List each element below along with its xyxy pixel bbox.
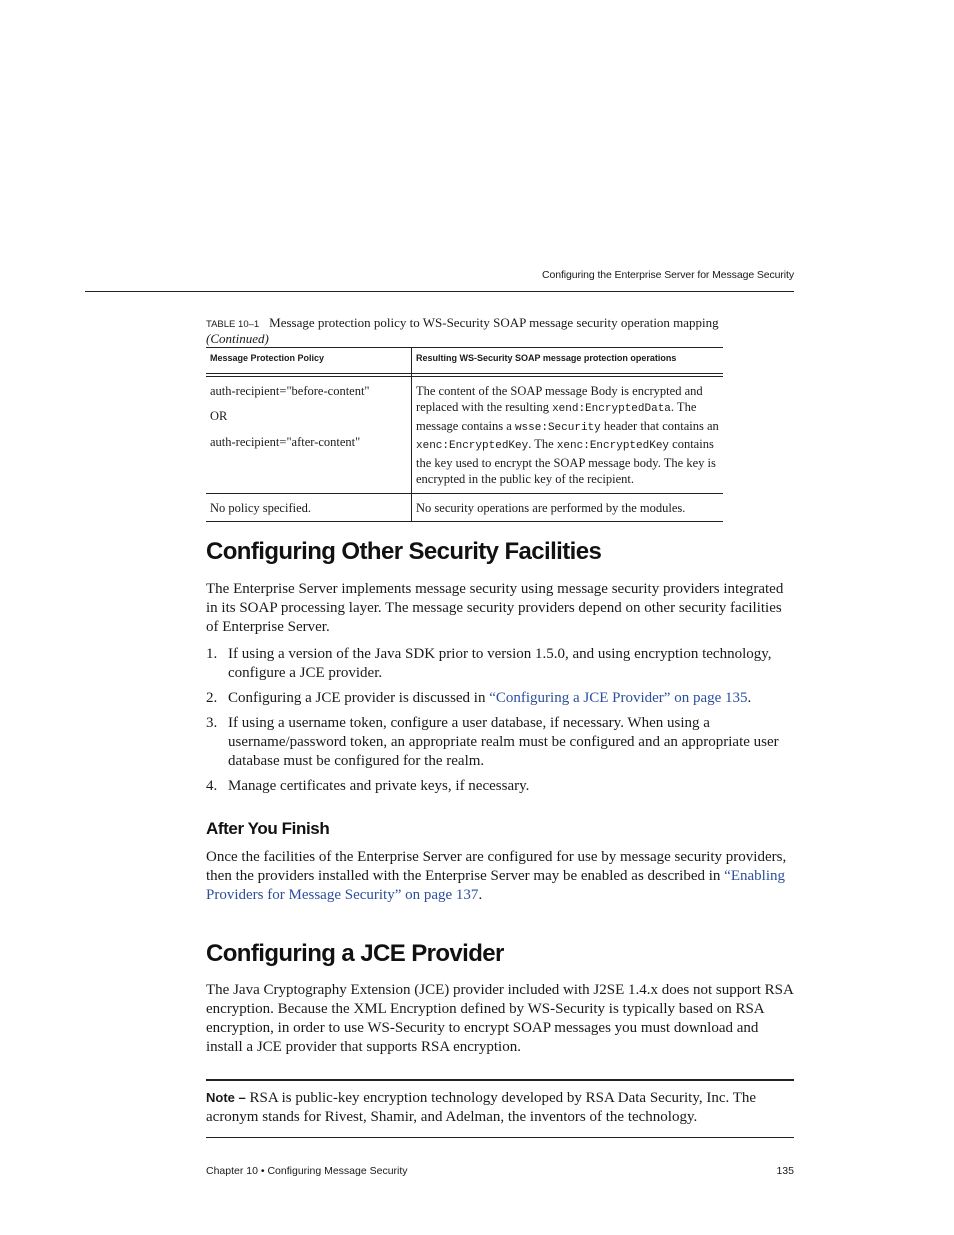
code-encrypted-key: xenc:EncryptedKey — [556, 440, 670, 452]
list-item — [206, 645, 796, 683]
step-number: 3. — [206, 715, 218, 731]
step-text: If using a username token, configure a user database, if necessary. When using a username/password token, an appropriate realm must be configured and an appropriate user database must be configured for the realm. — [228, 715, 779, 769]
link-configuring-jce-provider[interactable]: “Configuring a JCE Provider” on page 135 — [489, 690, 748, 706]
steps-list — [206, 645, 796, 802]
subsection-title-after-you-finish: After You Finish — [206, 819, 330, 838]
list-item — [206, 714, 796, 771]
footer-page-number: 135 — [776, 1165, 794, 1177]
code-encrypted-key: xenc:EncryptedKey — [416, 440, 529, 452]
section-title-jce-provider: Configuring a JCE Provider — [206, 940, 504, 967]
op-text: . The — [528, 437, 557, 451]
code-wsse-security: wsse:Security — [514, 421, 601, 434]
step-text: . — [747, 690, 752, 706]
step-number: 2. — [206, 690, 218, 706]
op-text: . The message contains a — [416, 400, 697, 433]
table-cell-policy: No policy specified. — [206, 493, 412, 522]
after-finish-end: . — [478, 887, 483, 903]
footer-chapter: Chapter 10 • Configuring Message Security — [206, 1165, 408, 1177]
table-title: Message protection policy to WS-Security SOAP message security operation mapping — [269, 315, 719, 330]
table-row — [206, 376, 723, 493]
policy-after-content: auth-recipient="after-content" — [210, 434, 361, 449]
list-item — [206, 777, 796, 796]
after-finish-text — [206, 848, 796, 905]
note-text: RSA is public-key encryption technology developed by RSA Data Security, Inc. The acronym stands for Rivest, Shamir, and Adelman, the inventors of the technology. — [206, 1090, 757, 1125]
note-box — [206, 1079, 794, 1138]
op-text: contains the key used to encrypt the SOAP message body. The key is encrypted in the public key of the recipient. — [416, 437, 716, 486]
step-number: 1. — [206, 646, 218, 662]
op-text: header that contains an — [600, 418, 719, 433]
step-text: Configuring a JCE provider is discussed in — [228, 690, 490, 706]
op-text: The content of the SOAP message Body is encrypted and replaced with the resulting — [416, 383, 703, 414]
table-label: TABLE 10–1 — [206, 319, 260, 330]
step-text: If using a version of the Java SDK prior to version 1.5.0, and using encryption technology, configure a JCE provider. — [228, 646, 772, 681]
table-row — [206, 493, 723, 522]
list-item — [206, 689, 796, 708]
policy-before-content: auth-recipient="before-content" — [210, 383, 370, 398]
policy-or: OR — [210, 409, 228, 423]
section-intro: The Enterprise Server implements message security using message security providers integrated in its SOAP processing layer. The message security providers depend on other security facilities of Enterprise Server. — [206, 581, 784, 635]
after-finish-body: Once the facilities of the Enterprise Server are configured for use by message security providers, then the providers installed with the Enterprise Server may be enabled as described in — [206, 849, 787, 884]
table-header-row — [206, 348, 723, 374]
note-label: Note – — [206, 1090, 246, 1105]
running-header: Configuring the Enterprise Server for Message Security — [85, 269, 794, 292]
section-title-other-security: Configuring Other Security Facilities — [206, 538, 602, 565]
step-number: 4. — [206, 778, 218, 794]
table-cell-operations: No security operations are performed by the modules. — [412, 493, 724, 522]
table-caption — [206, 316, 766, 346]
step-text: Manage certificates and private keys, if necessary. — [228, 778, 530, 794]
column-header-operations: Resulting WS-Security SOAP message protection operations — [412, 348, 724, 374]
link-enabling-providers[interactable]: “Enabling Providers for Message Security” on page 137 — [206, 868, 785, 903]
jce-provider-text: The Java Cryptography Extension (JCE) provider included with J2SE 1.4.x does not support RSA encryption. Because the XML Encryption defined by WS-Security is typically based on RSA encryption, in order to use WS-Security to encrypt SOAP messages you must download and install a JCE provider that supports RSA encryption. — [206, 982, 794, 1055]
policy-table — [206, 347, 723, 522]
column-header-policy: Message Protection Policy — [206, 348, 412, 374]
table-cell-policy — [206, 376, 412, 493]
table-cell-operations — [412, 376, 724, 493]
code-encrypted-data: xend:EncryptedData — [552, 403, 671, 415]
table-continued: (Continued) — [206, 331, 269, 346]
